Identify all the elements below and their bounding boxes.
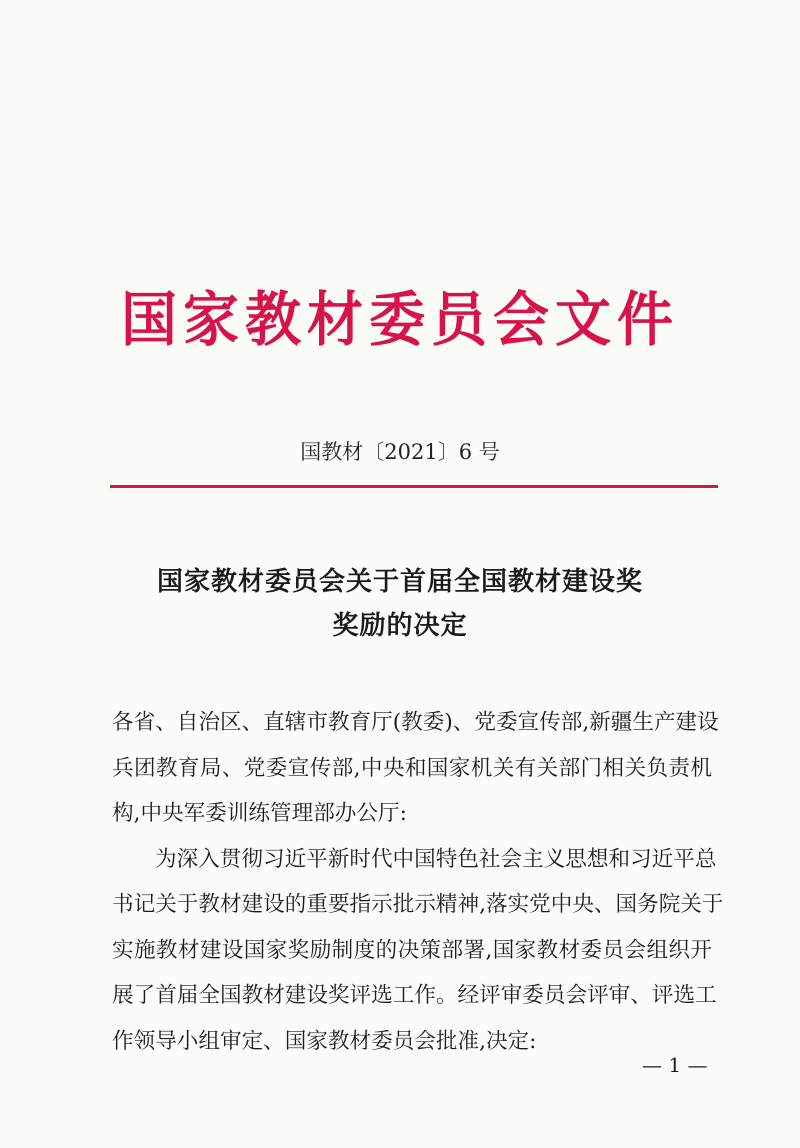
paragraph-line: 为深入贯彻习近平新时代中国特色社会主义思想和习近平总	[155, 846, 717, 872]
paragraph-line: 实施教材建设国家奖励制度的决策部署,国家教材委员会组织开	[112, 937, 712, 963]
paragraph-line: 作领导小组审定、国家教材委员会批准,决定:	[112, 1028, 537, 1054]
document-title-line-1: 国家教材委员会关于首届全国教材建设奖	[156, 567, 643, 597]
red-divider-line	[110, 485, 718, 488]
document-number: 国教材〔2021〕6 号	[300, 440, 500, 464]
addressee-line: 各省、自治区、直辖市教育厅(教委)、党委宣传部,新疆生产建设	[112, 710, 719, 735]
document-title-line-2: 奖励的决定	[332, 611, 468, 641]
paragraph-line: 展了首届全国教材建设奖评选工作。经评审委员会评审、评选工	[112, 983, 717, 1008]
issuing-organization-header: 国家教材委员会文件	[121, 285, 679, 355]
document-body	[112, 700, 724, 1064]
addressee-line: 构,中央军委训练管理部办公厅:	[112, 801, 407, 826]
addressee-line: 兵团教育局、党委宣传部,中央和国家机关有关部门相关负责机	[112, 755, 712, 781]
paragraph-line: 书记关于教材建设的重要指示批示精神,落实党中央、国务院关于	[112, 892, 724, 917]
document-title	[0, 560, 800, 648]
page-number: — 1 —	[642, 1053, 708, 1077]
